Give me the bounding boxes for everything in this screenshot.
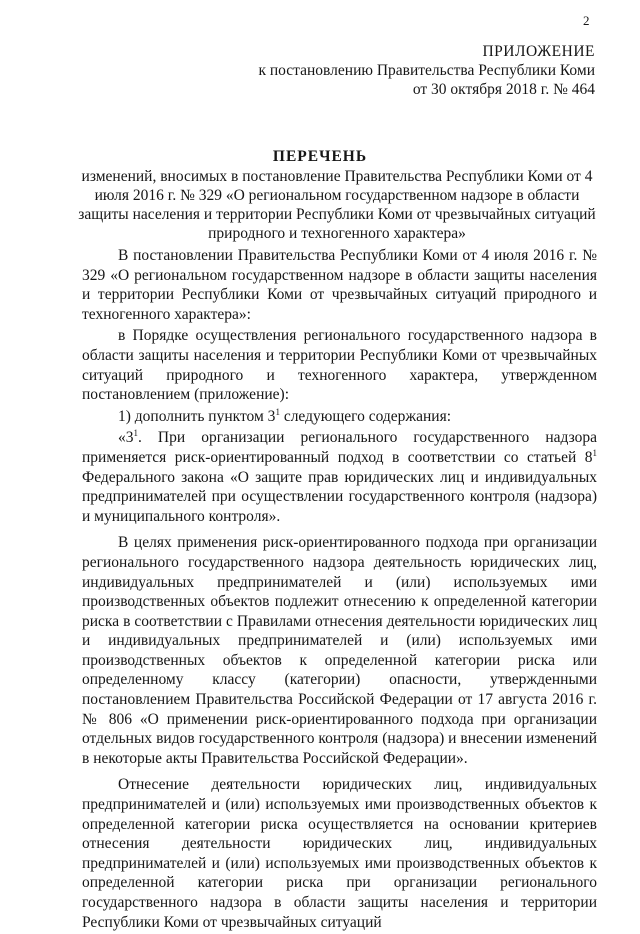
appendix-line-2: от 30 октября 2018 г. № 464 (412, 81, 595, 98)
paragraph-4-text-a: «3 (118, 429, 134, 447)
paragraph-5: В целях применения риск-ориентированного подхода при организации регионального государственного надзора деятельность юридических лиц, индивидуальных предпринимателей и (или) используемых ими производственных объектов подлежит отнесению к определенной категории риска в соответствии с Правилами отнесения деятельности юридических лиц и индивидуальных предпринимателей и (или) используемых ими производственных объектов к определенной категории риска или определенному классу (категории) опасности, утвержденными постановлением Правительства Российской Федерации от 17 августа 2016 г. № 806 «О применении риск-ориентированного подхода при организации отдельных видов государственного контроля (надзора) и внесении изменений в некоторые акты Правительства Российской Федерации». (82, 534, 597, 767)
document-body (82, 246, 597, 934)
paragraph-3-text-b: следующего содержания: (279, 407, 452, 425)
paragraph-4-text-c: Федерального закона «О защите прав юридических лиц и индивидуальных предпринимателей при осуществлении государственного контроля (надзора) и муниципального контроля». (82, 468, 597, 525)
paragraph-4-superscript-1: 1 (133, 428, 138, 439)
paragraph-4-superscript-2: 1 (592, 447, 597, 458)
paragraph-4-text-b: . При организации регионального государственного надзора применяется риск-ориентированный подход в соответствии со статьей 8 (82, 429, 597, 466)
paragraph-3-text-a: 1) дополнить пунктом 3 (118, 407, 276, 425)
appendix-line-1: к постановлению Правительства Республики Коми (258, 62, 595, 79)
paragraph-3 (82, 407, 597, 427)
paragraph-1: В постановлении Правительства Республики Коми от 4 июля 2016 г. № 329 «О региональном государственном надзоре в области защиты населения и территории Республики Коми от чрезвычайных ситуаций природного и техногенного характера»: (82, 247, 597, 323)
document-subheading: изменений, вносимых в постановление Правительства Республики Коми от 4 июля 2016 г. № 329 «О региональном государственном надзоре в области защиты населения и территории Республики Коми от чрезвычайных ситуаций природного и техногенного характера» (78, 168, 596, 242)
paragraph-4 (82, 428, 597, 526)
appendix-header (258, 42, 595, 99)
document-heading: ПЕРЕЧЕНЬ (272, 148, 368, 165)
paragraph-6: Отнесение деятельности юридических лиц, индивидуальных предпринимателей и (или) используемых ими производственных объектов к определенной категории риска осуществляется на основании критериев отнесения деятельности юридических лиц, индивидуальных предпринимателей и (или) используемых ими производственных объектов к определенной категории риска при организации регионального государственного надзора в области защиты населения и территории Республики Коми от чрезвычайных ситуаций (82, 776, 597, 931)
paragraph-3-superscript: 1 (275, 406, 280, 417)
appendix-title: ПРИЛОЖЕНИЕ (482, 43, 595, 60)
page-number: 2 (583, 13, 590, 28)
paragraph-2: в Порядке осуществления регионального государственного надзора в области защиты населения и территории Республики Коми от чрезвычайных ситуаций природного и техногенного характера, утвержденном постановлением (приложение): (82, 327, 597, 404)
